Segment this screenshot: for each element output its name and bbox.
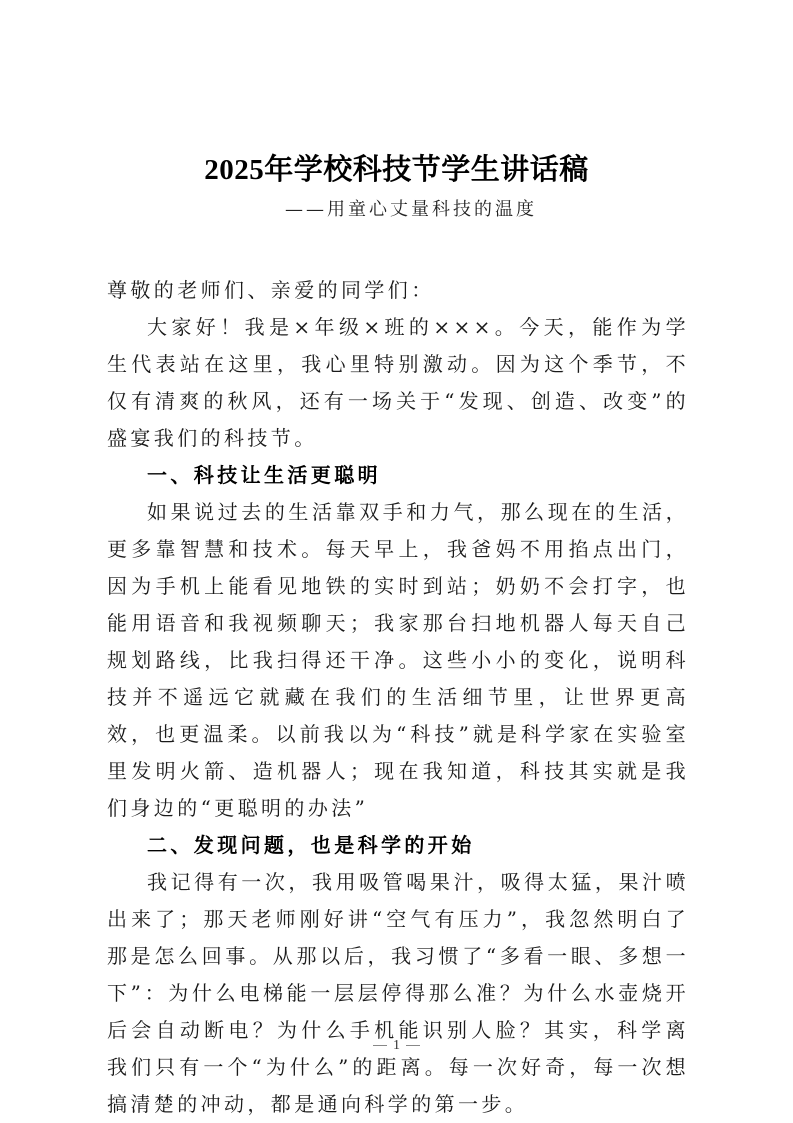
document-body (107, 272, 689, 1123)
document-title: 2025年学校科技节学生讲话稿 (204, 154, 589, 186)
paragraph-section-1: 如果说过去的生活靠双手和力气，那么现在的生活，更多靠智慧和技术。每天早上，我爸妈不用掐点出门，因为手机上能看见地铁的实时到站；奶奶不会打字，也能用语音和我视频聊天；我家那台扫地机器人每天自己规划路线，比我扫得还干净。这些小小的变化，说明科技并不遥远它就藏在我们的生活细节里，让世界更高效，也更温柔。以前我以为“科技”就是科学家在实验室里发明火箭、造机器人；现在我知道，科技其实就是我们身边的“更聪明的办法” (107, 500, 689, 820)
paragraph-greeting: 大家好！我是×年级×班的×××。今天，能作为学生代表站在这里，我心里特别激动。因为这个季节，不仅有清爽的秋风，还有一场关于“发现、创造、改变”的盛宴我们的科技节。 (107, 315, 689, 450)
section-heading-1: 一、科技让生活更聪明 (147, 463, 381, 487)
section-heading-2: 二、发现问题，也是科学的开始 (147, 833, 475, 857)
dash-left-icon (373, 1045, 387, 1046)
paragraph-section-2: 我记得有一次，我用吸管喝果汁，吸得太猛，果汁喷出来了；那天老师刚好讲“空气有压力”，我忽然明白了那是怎么回事。从那以后，我习惯了“多看一眼、多想一下”：为什么电梯能一层层停得那么准？为什么水壶烧开后会自动断电？为什么手机能识别人脸？其实，科学离我们只有一个“为什么”的距离。每一次好奇，每一次想搞清楚的冲动，都是通向科学的第一步。 (107, 870, 689, 1116)
page-number-footer (0, 1038, 793, 1054)
dash-right-icon (406, 1045, 420, 1046)
page-number: 1 (393, 1038, 400, 1053)
salutation: 尊敬的老师们、亲爱的同学们： (107, 278, 435, 302)
document-subtitle: ——用童心丈量科技的温度 (285, 199, 537, 220)
